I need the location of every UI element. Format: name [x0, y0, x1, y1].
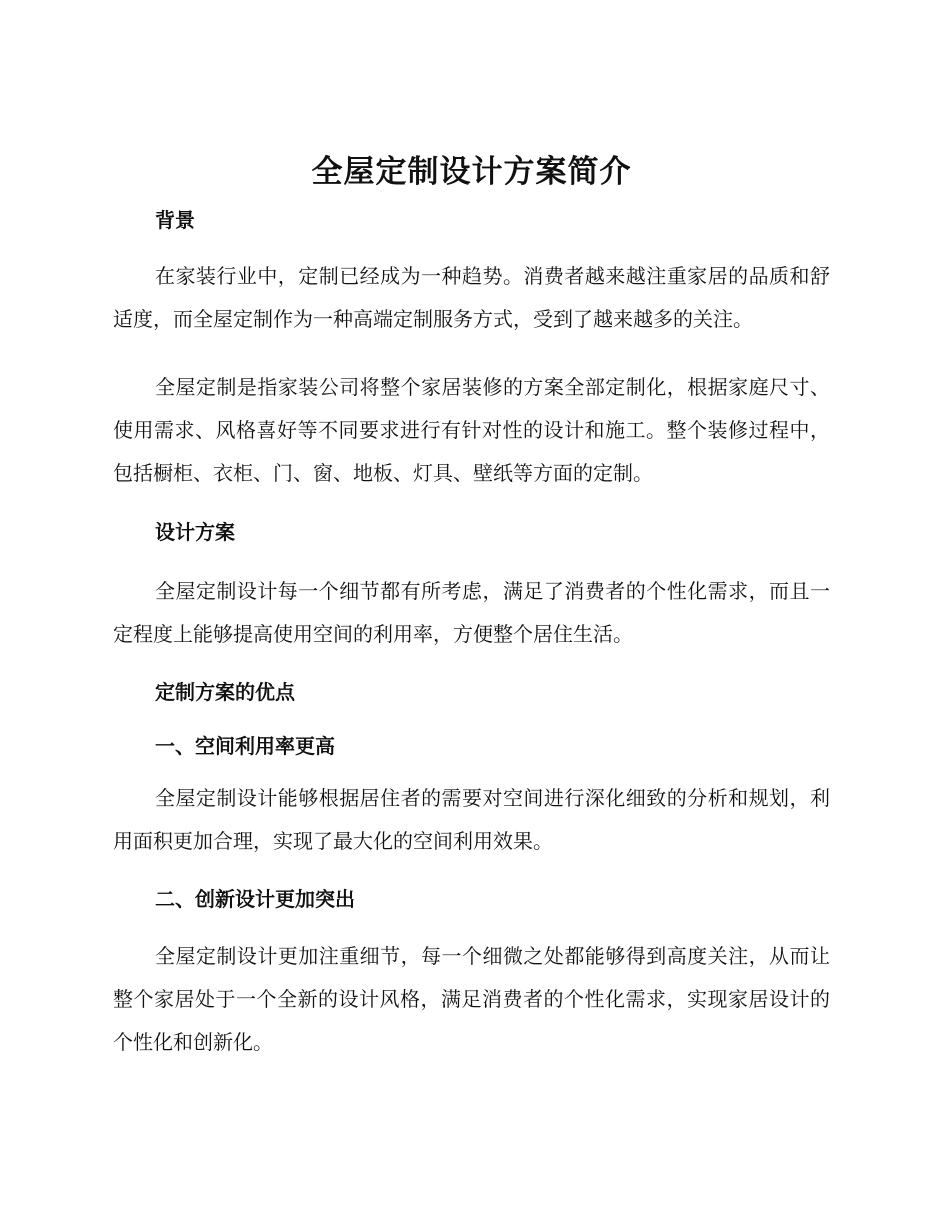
section-heading-advantages: 定制方案的优点: [155, 680, 295, 704]
section-heading-background: 背景: [155, 208, 195, 232]
advantage-heading-1: 一、空间利用率更高: [155, 734, 335, 758]
design-paragraph: 全屋定制设计每一个细节都有所考虑，满足了消费者的个性化需求，而且一定程度上能够提高使用空间的利用率，方便整个居住生活。: [113, 579, 830, 646]
advantage-paragraph-2: 全屋定制设计更加注重细节，每一个细微之处都能够得到高度关注，从而让整个家居处于一个全新的设计风格，满足消费者的个性化需求，实现家居设计的个性化和创新化。: [113, 944, 830, 1054]
advantage-heading-2: 二、创新设计更加突出: [155, 887, 355, 911]
section-heading-design: 设计方案: [155, 520, 235, 544]
background-paragraph-2: 全屋定制是指家装公司将整个家居装修的方案全部定制化，根据家庭尺寸、使用需求、风格喜好等不同要求进行有针对性的设计和施工。整个装修过程中，包括橱柜、衣柜、门、窗、地板、灯具、壁纸等方面的定制。: [113, 375, 830, 485]
advantage-paragraph-1: 全屋定制设计能够根据居住者的需要对空间进行深化细致的分析和规划，利用面积更加合理，实现了最大化的空间利用效果。: [113, 786, 830, 853]
document-title: 全屋定制设计方案简介: [311, 154, 632, 190]
background-paragraph-1: 在家装行业中，定制已经成为一种趋势。消费者越来越注重家居的品质和舒适度，而全屋定制作为一种高端定制服务方式，受到了越来越多的关注。: [113, 264, 830, 331]
